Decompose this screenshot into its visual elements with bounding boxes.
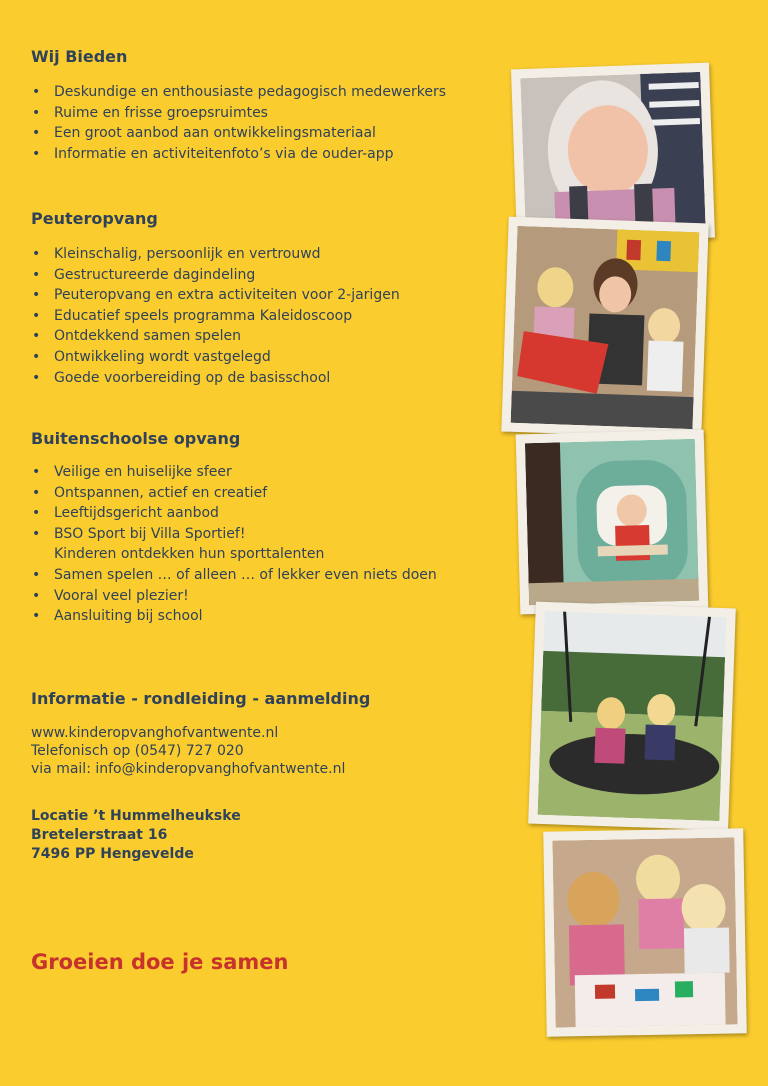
list-item: • Ontwikkeling wordt vastgelegd	[31, 347, 400, 368]
reading-photo-illustration	[511, 226, 700, 429]
list-item: • Deskundige en enthousiaste pedagogisch medewerkers	[31, 82, 446, 103]
swing-photo-illustration	[537, 611, 726, 821]
mail-text[interactable]: via mail: info@kinderopvanghofvantwente.nl	[31, 761, 346, 777]
baby-photo-illustration	[520, 72, 705, 235]
peuteropvang-list	[31, 244, 400, 388]
drawing-photo-illustration	[552, 837, 737, 1027]
list-item: • Ontspannen, actief en creatief	[31, 483, 437, 504]
list-item: • Peuteropvang en extra activiteiten voor 2-jarigen	[31, 285, 400, 306]
list-item-text: BSO Sport bij Villa Sportief!	[54, 525, 246, 542]
photo-drawing	[543, 828, 747, 1036]
photo-playhouse	[516, 430, 709, 615]
location-city: 7496 PP Hengevelde	[31, 846, 194, 862]
phone-text: Telefonisch op (0547) 727 020	[31, 743, 244, 759]
list-item: • Kleinschalig, persoonlijk en vertrouwd	[31, 244, 400, 265]
location-name: Locatie ’t Hummelheukske	[31, 808, 241, 824]
section-title-peuteropvang: Peuteropvang	[31, 209, 158, 228]
playhouse-photo-illustration	[525, 439, 699, 605]
list-item: • Gestructureerde dagindeling	[31, 265, 400, 286]
list-item: • Ruime en frisse groepsruimtes	[31, 103, 446, 124]
list-item: • Goede voorbereiding op de basisschool	[31, 368, 400, 389]
section-title-informatie: Informatie - rondleiding - aanmelding	[31, 689, 371, 708]
section-title-wij-bieden: Wij Bieden	[31, 47, 128, 66]
list-item: • Samen spelen … of alleen … of lekker even niets doen	[31, 565, 437, 586]
section-title-buitenschoolse: Buitenschoolse opvang	[31, 429, 241, 448]
list-item: • Veilige en huiselijke sfeer	[31, 462, 437, 483]
wij-bieden-list	[31, 82, 446, 164]
list-item: • Aansluiting bij school	[31, 606, 437, 627]
contact-info	[31, 724, 345, 778]
buitenschoolse-list	[31, 462, 437, 627]
list-item-subline: Kinderen ontdekken hun sporttalenten	[54, 546, 325, 563]
list-item: • Een groot aanbod aan ontwikkelingsmateriaal	[31, 123, 446, 144]
location-address	[31, 807, 241, 864]
slogan: Groeien doe je samen	[31, 950, 289, 974]
list-item: • Educatief speels programma Kaleidoscoop	[31, 306, 400, 327]
location-street: Bretelerstraat 16	[31, 827, 168, 843]
list-item	[31, 524, 437, 565]
list-item: • Vooral veel plezier!	[31, 586, 437, 607]
list-item: • Ontdekkend samen spelen	[31, 326, 400, 347]
website-link[interactable]: www.kinderopvanghofvantwente.nl	[31, 725, 279, 741]
list-item: • Leeftijdsgericht aanbod	[31, 503, 437, 524]
photo-reading	[501, 217, 708, 439]
list-item: • Informatie en activiteitenfoto’s via de ouder-app	[31, 144, 446, 165]
photo-swing	[528, 602, 736, 831]
